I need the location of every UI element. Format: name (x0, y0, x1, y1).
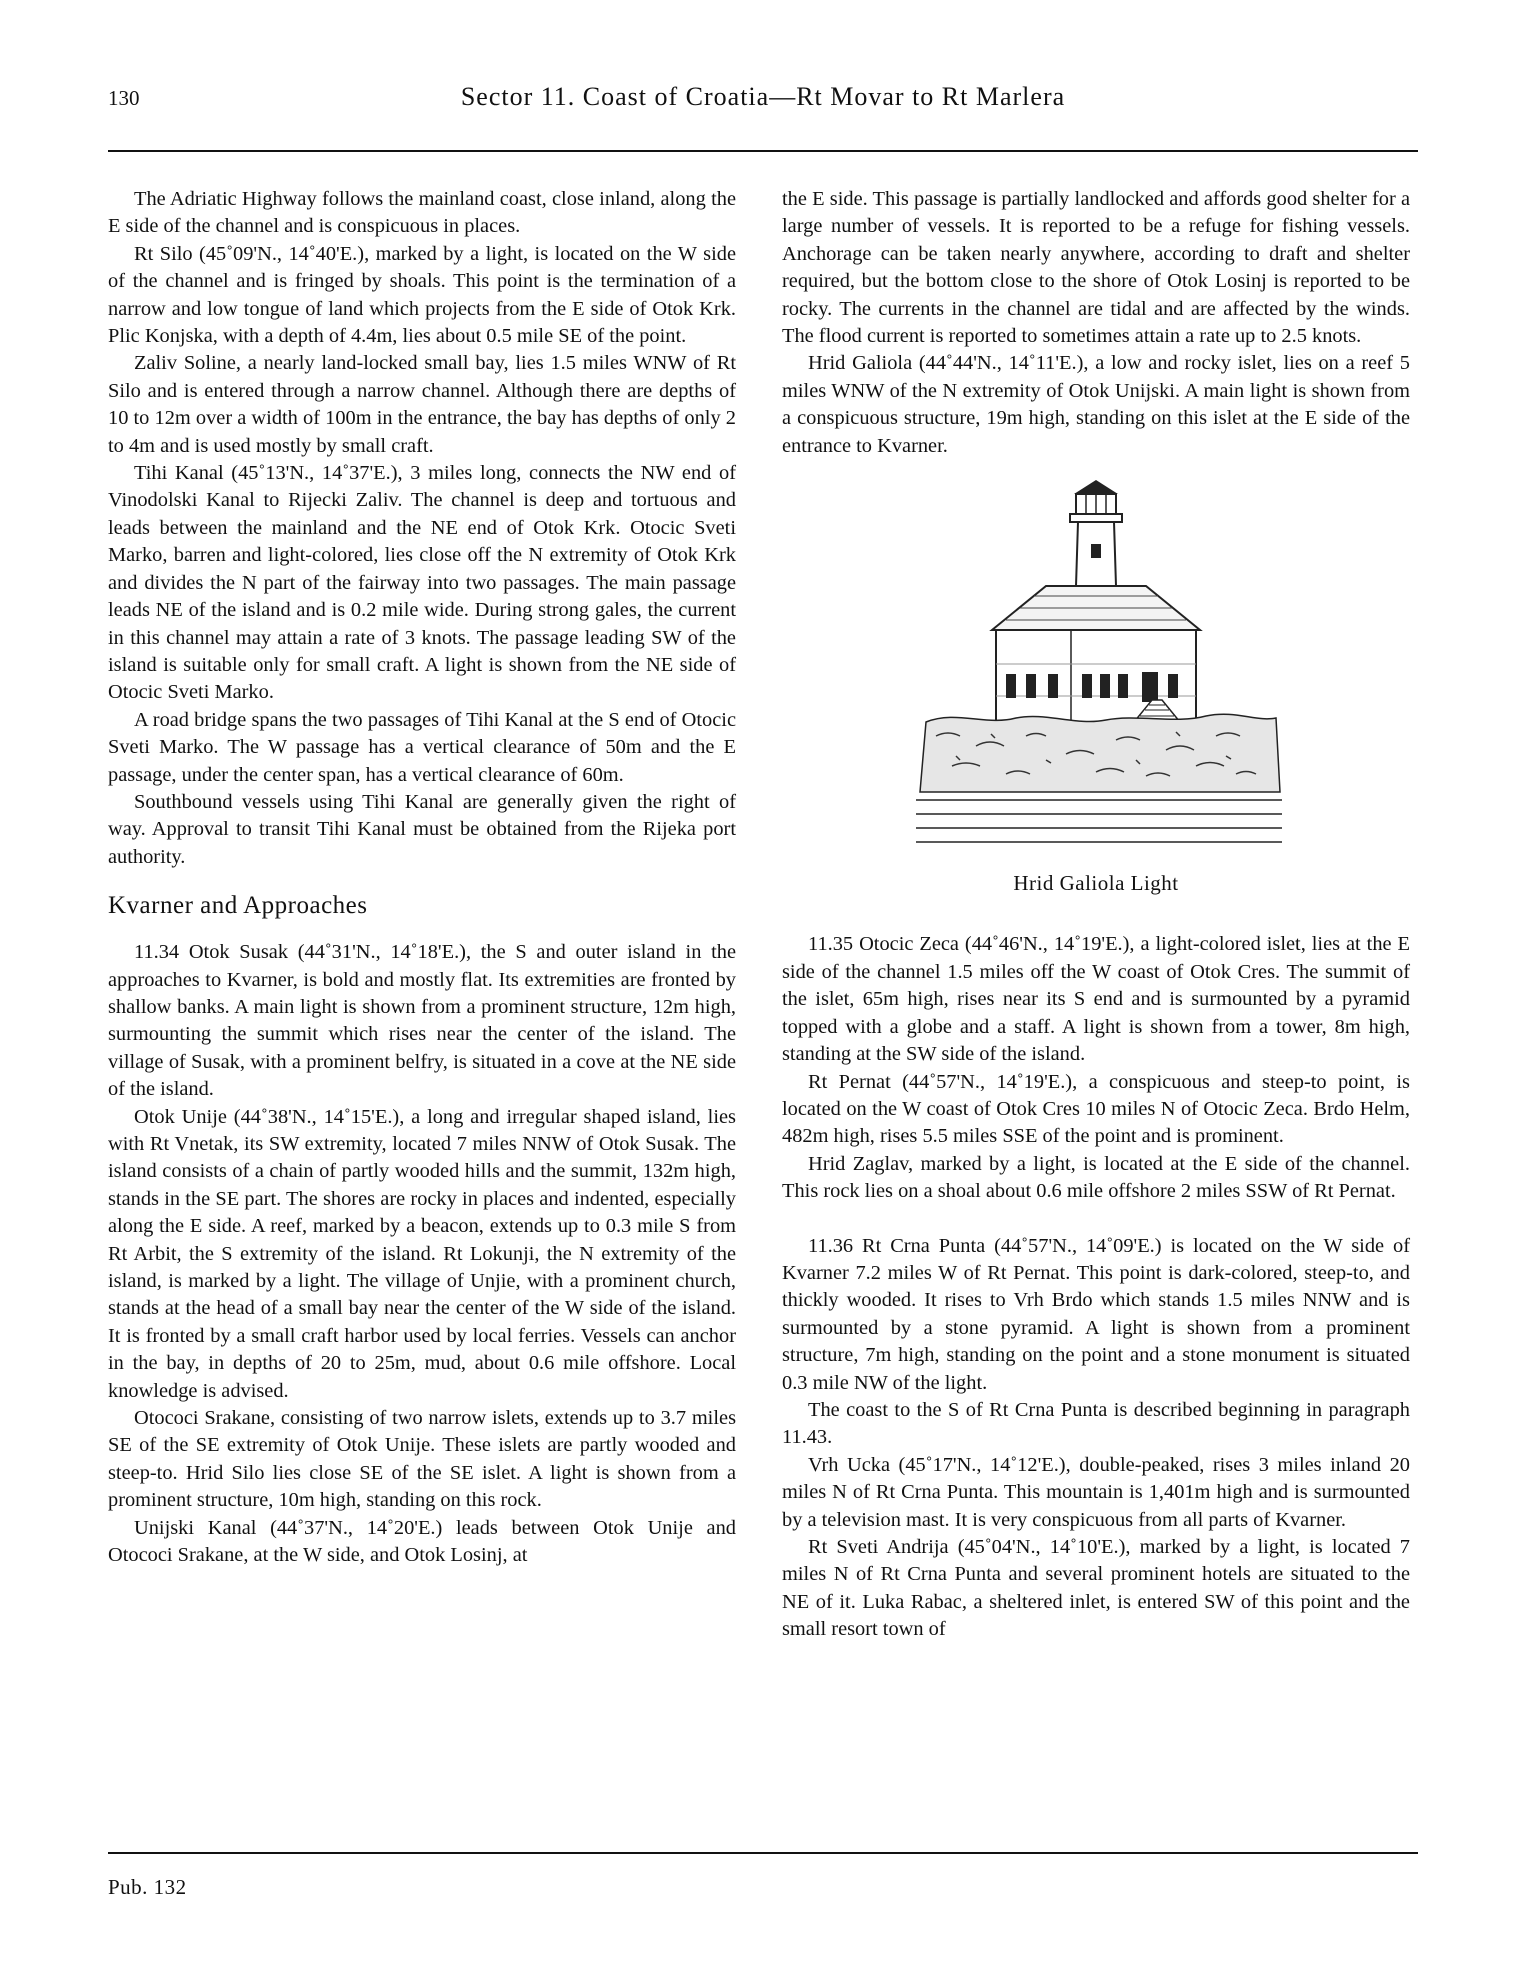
paragraph: Rt Sveti Andrija (45˚04'N., 14˚10'E.), marked by a light, is located 7 miles N of Rt Crna Punta and several prominent hotels are situated to the NE of it. Luka Rabac, a sheltered inlet, is entered SW of this point and the small resort town of (782, 1536, 1410, 1641)
publication-label: Pub. 132 (108, 1875, 187, 1899)
paragraph: 11.36 Rt Crna Punta (44˚57'N., 14˚09'E.) is located on the W side of Kvarner 7.2 miles W of Rt Pernat. This point is dark-colored, steep-to, and thickly wooded. It rises to Vrh Brdo which stands 1.5 miles NNW and is surmounted by a stone pyramid. A light is shown from a prominent structure, 7m high, standing on the point and a stone monument is situated 0.3 mile NW of the light. (782, 1234, 1410, 1394)
section-heading: Kvarner and Approaches (108, 892, 368, 920)
page-header (108, 82, 1418, 126)
page-number: 130 (108, 86, 140, 110)
paragraph: Rt Pernat (44˚57'N., 14˚19'E.), a conspicuous and steep-to point, is located on the W coast of Otok Cres 10 miles N of Otocic Zeca. Brdo Helm, 482m high, rises 5.5 miles SSE of the point and is prominent. (782, 1070, 1410, 1148)
header-rule (108, 150, 1418, 152)
paragraph: Tihi Kanal (45˚13'N., 14˚37'E.), 3 miles long, connects the NW end of Vinodolski Kanal to Rijecki Zaliv. The channel is deep and tortuous and leads between the mainland and the NE end of Otok Krk. Otocic Sveti Marko, barren and light-colored, lies close off the N extremity of Otok Krk and divides the N part of the fairway into two passages. The main passage leads NE of the island and is 0.2 mile wide. During strong gales, the current in this channel may attain a rate of 3 knots. The passage leading SW of the island is suitable only for small craft. A light is shown from the NE side of Otocic Sveti Marko. (108, 462, 736, 704)
paragraph: Hrid Zaglav, marked by a light, is located at the E side of the channel. This rock lies on a shoal about 0.6 mile offshore 2 miles SSW of Rt Pernat. (782, 1152, 1410, 1203)
paragraph: Otok Unije (44˚38'N., 14˚15'E.), a long and irregular shaped island, lies with Rt Vnetak, its SW extremity, located 7 miles NNW of Otok Susak. The island consists of a chain of partly wooded hills and the summit, 132m high, stands in the SE part. The shores are rocky in places and indented, especially along the E side. A reef, marked by a beacon, extends up to 0.3 mile S from Rt Arbit, the S extremity of the island. Rt Lokunji, the N extremity of the island, is marked by a light. The village of Unjie, with a prominent church, stands at the head of a small bay near the center of the W side of the island. It is fronted by a small craft harbor used by local ferries. Vessels can anchor in the bay, in depths of 20 to 25m, mud, about 0.6 mile offshore. Local knowledge is advised. (108, 1105, 736, 1402)
paragraph: 11.35 Otocic Zeca (44˚46'N., 14˚19'E.), a light-colored islet, lies at the E side of the channel 1.5 miles off the W coast of Otok Cres. The summit of the islet, 65m high, rises near its S end and is surmounted by a pyramid topped with a globe and a staff. A light is shown from a tower, 8m high, standing at the SW side of the island. (782, 933, 1410, 1066)
lighthouse-illustration (896, 474, 1296, 864)
paragraph: Unijski Kanal (44˚37'N., 14˚20'E.) leads between Otok Unije and Otococi Srakane, at the W side, and Otok Losinj, at (108, 1516, 736, 1567)
paragraph: The coast to the S of Rt Crna Punta is described beginning in paragraph 11.43. (782, 1398, 1410, 1449)
left-column (108, 186, 736, 1570)
footer-rule (108, 1852, 1418, 1854)
paragraph: Zaliv Soline, a nearly land-locked small bay, lies 1.5 miles WNW of Rt Silo and is entered through a narrow channel. Although there are depths of 10 to 12m over a width of 100m in the entrance, the bay has depths of only 2 to 4m and is used mostly by small craft. (108, 352, 736, 457)
paragraph: 11.34 Otok Susak (44˚31'N., 14˚18'E.), the S and outer island in the approaches to Kvarner, is bold and mostly flat. Its extremities are fronted by shallow banks. A main light is shown from a prominent structure, 12m high, surmounting the summit which rises near the center of the island. The village of Susak, with a prominent belfry, is situated in a cove at the NE side of the island. (108, 941, 736, 1101)
paragraph: The Adriatic Highway follows the mainland coast, close inland, along the E side of the channel and is conspicuous in places. (108, 188, 736, 238)
paragraph: A road bridge spans the two passages of Tihi Kanal at the S end of Otocic Sveti Marko. The W passage has a vertical clearance of 50m and the E passage, under the center span, has a vertical clearance of 60m. (108, 708, 736, 786)
paragraph: Hrid Galiola (44˚44'N., 14˚11'E.), a low and rocky islet, lies on a reef 5 miles WNW of the N extremity of Otok Unijski. A main light is shown from a conspicuous structure, 19m high, standing on this islet at the E side of the entrance to Kvarner. (782, 352, 1410, 457)
lighthouse-figure (782, 474, 1410, 897)
paragraph: Rt Silo (45˚09'N., 14˚40'E.), marked by a light, is located on the W side of the channel and is fringed by shoals. This point is the termination of a narrow and low tongue of land which projects from the E side of Otok Krk. Plic Konjska, with a depth of 4.4m, lies about 0.5 mile SE of the point. (108, 242, 736, 348)
figure-caption: Hrid Galiola Light (1013, 871, 1179, 896)
paragraph: the E side. This passage is partially landlocked and affords good shelter for a large number of vessels. It is reported to be a refuge for fishing vessels. Anchorage can be taken nearly anywhere, according to draft and shelter required, but the bottom close to the shore of Otok Losinj is reported to be rocky. The currents in the channel are tidal and are affected by the winds. The flood current is reported to sometimes attain a rate up to 2.5 knots. (782, 188, 1410, 348)
running-title: Sector 11. Coast of Croatia—Rt Movar to Rt Marlera (460, 82, 1066, 111)
paragraph: Southbound vessels using Tihi Kanal are generally given the right of way. Approval to transit Tihi Kanal must be obtained from the Rijeka port authority. (108, 790, 736, 868)
paragraph: Vrh Ucka (45˚17'N., 14˚12'E.), double-peaked, rises 3 miles inland 20 miles N of Rt Crna Punta. This mountain is 1,401m high and is surmounted by a television mast. It is very conspicuous from all parts of Kvarner. (782, 1453, 1410, 1531)
paragraph: Otococi Srakane, consisting of two narrow islets, extends up to 3.7 miles SE of the SE extremity of Otok Unije. These islets are partly wooded and steep-to. Hrid Silo lies close SE of the SE islet. A light is shown from a prominent structure, 10m high, standing on this rock. (108, 1407, 736, 1512)
right-column (782, 186, 1410, 1644)
